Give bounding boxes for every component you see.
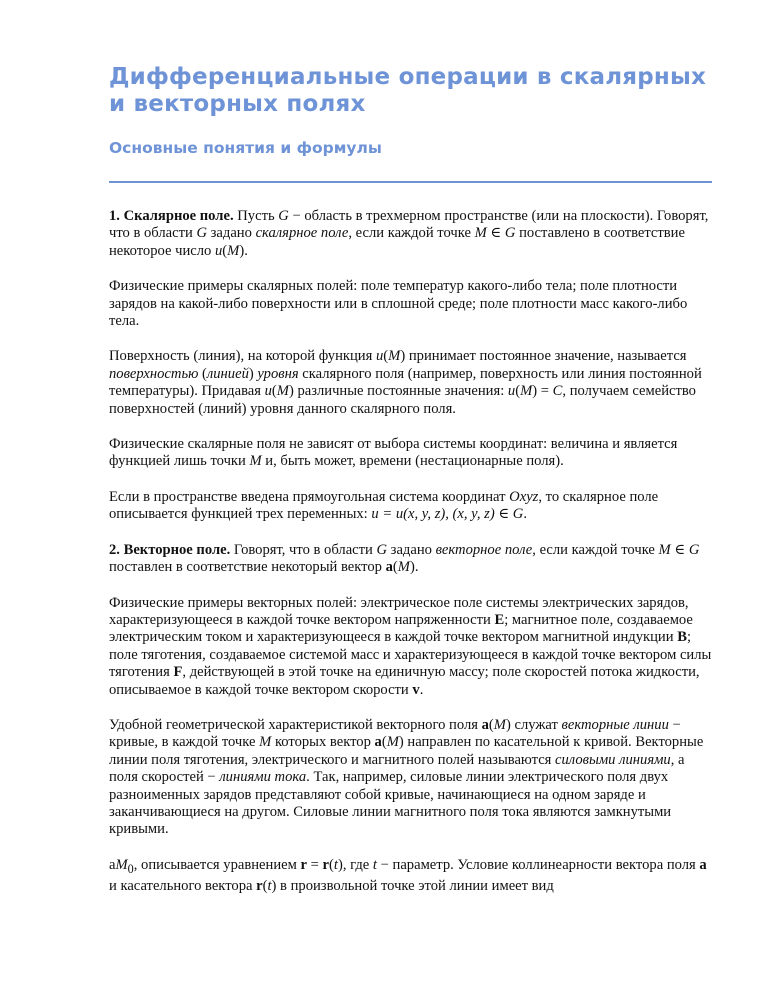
title-line-1: Дифференциальные операции в скалярных — [109, 64, 707, 90]
paragraph-coordinate-independence: Физические скалярные поля не зависят от выбора системы координат: величина и является функцией лишь точки M и, быть может, времени (нестационарные поля). — [109, 436, 678, 470]
title-line-2: и векторных полях — [109, 91, 366, 117]
paragraph-scalar-examples: Физические примеры скалярных полей: поле температур какого-либо тела; поле плотности зарядов на какой-либо поверхности или в сплошной среде; поле плотности масс какого-либо тела. — [109, 278, 688, 330]
paragraph-vector-line-equation: $aM_0$, описывается уравнением r = r(t), где t − параметр. Условие коллинеарности вектора поля a и касательного вектора r(t) в произвольной точке этой линии имеет вид — [109, 856, 707, 895]
page-title — [109, 64, 712, 118]
document-body — [109, 208, 715, 896]
section-subtitle: Основные понятия и формулы — [109, 139, 382, 157]
paragraph-vector-field: 2. Векторное поле. Говорят, что в области G задано векторное поле, если каждой точке M ∈ G поставлен в соответствие некоторый вектор a(M). — [109, 541, 700, 576]
paragraph-scalar-field: 1. Скалярное поле. Пусть G − область в трехмерном пространстве (или на плоскости). Говорят, что в области G задано скалярное поле, если каждой точке M ∈ G поставлено в соответствие некоторое число u(M). — [109, 208, 709, 259]
paragraph-cartesian: Если в пространстве введена прямоугольная система координат Oxyz, то скалярное поле описывается функцией трех переменных: u = u(x, y, z), (x, y, z) ∈ G. — [109, 488, 659, 523]
paragraph-vector-lines: Удобной геометрической характеристикой векторного поля a(M) служат векторные линии − кривые, в каждой точке M которых вектор a(M) направлен по касательной к кривой. Векторные линии поля тяготения, электрического и магнитного полей называются силовыми линиями, а поля скоростей − линиями тока. Так, например, силовые линии электрического поля двух разноименных зарядов представляют собой кривые, начинающиеся на одном заряде и заканчивающиеся на другом. Силовые линии магнитного поля тока являются замкнутыми кривыми. — [109, 716, 704, 838]
paragraph-level-surface: Поверхность (линия), на которой функция u(M) принимает постоянное значение, называется поверхностью (линией) уровня скалярного поля (например, поверхность или линия постоянной температуры). Придавая u(M) различные постоянные значения: u(M) = C, получаем семейство поверхностей (линий) уровня данного скалярного поля. — [109, 348, 702, 417]
paragraph-vector-examples: Физические примеры векторных полей: электрическое поле системы электрических зарядов, характеризующееся в каждой точке вектором напряженности E; магнитное поле, создаваемое электрическим током и характеризующееся в каждой точке вектором магнитной индукции B; поле тяготения, создаваемое системой масс и характеризующееся в каждой точке вектором силы тяготения F, действующей в этой точке на единичную массу; поле скоростей потока жидкости, описываемое в каждой точке вектором скорости v. — [109, 594, 712, 698]
divider-line — [109, 181, 712, 183]
